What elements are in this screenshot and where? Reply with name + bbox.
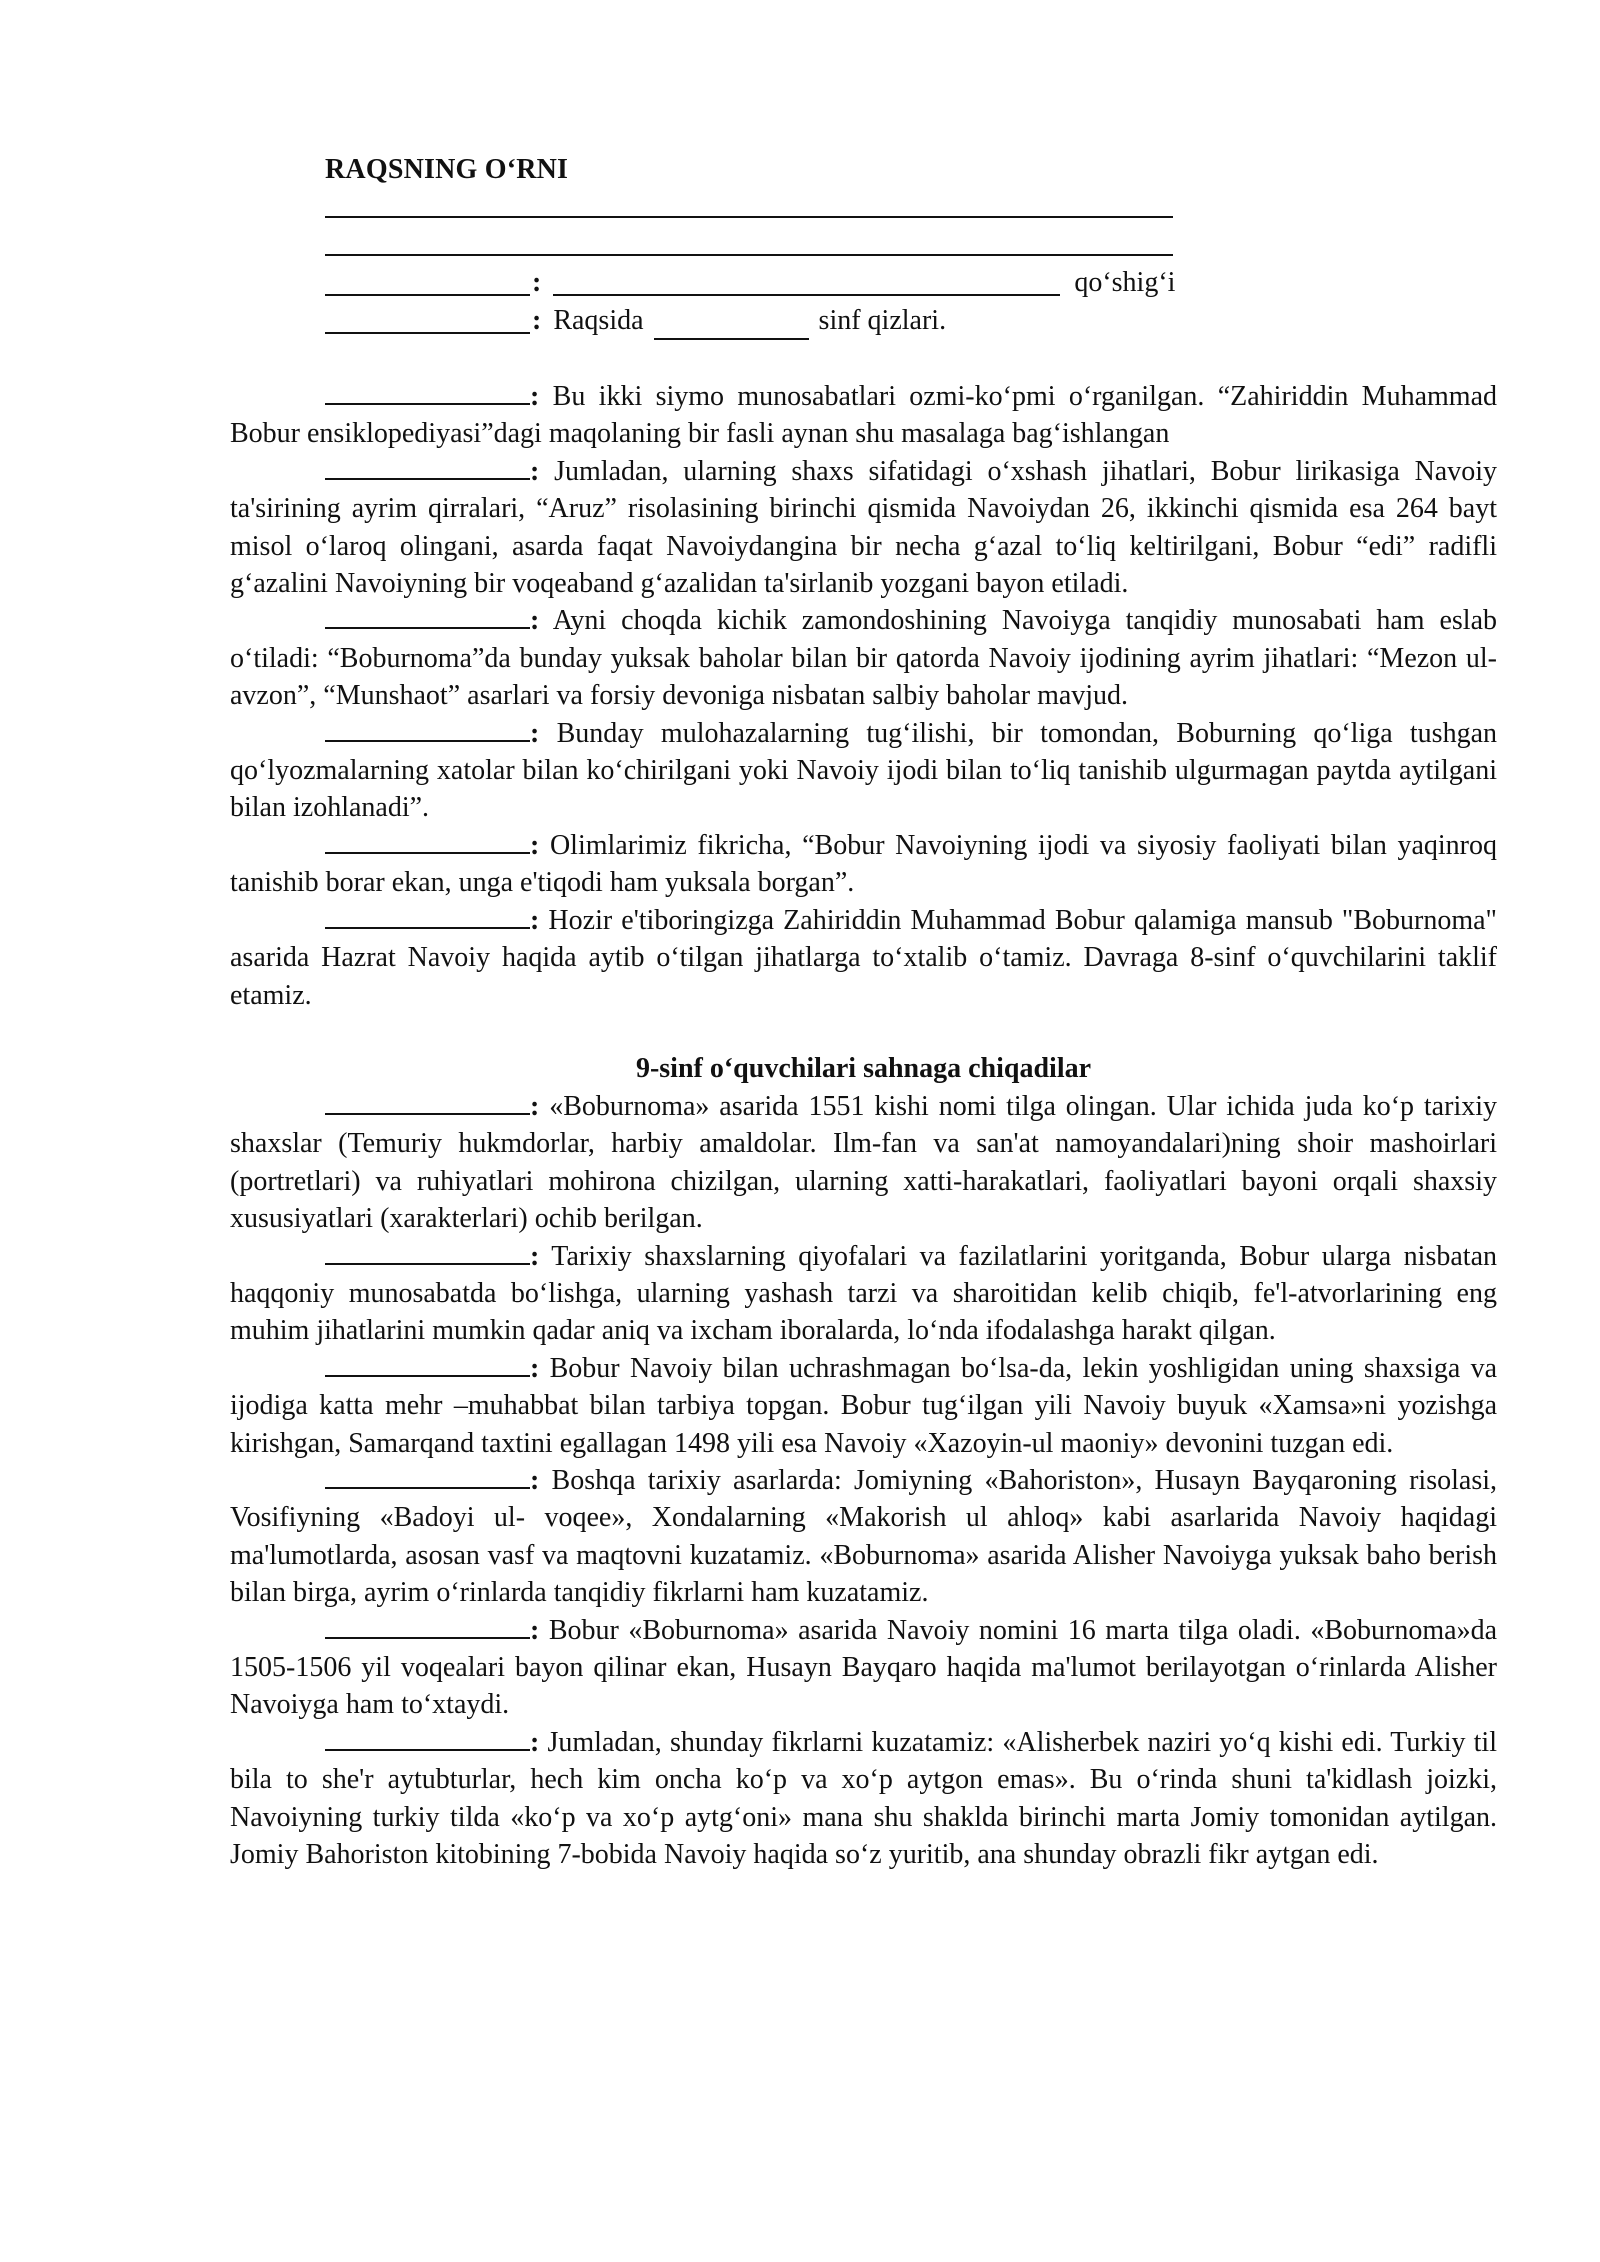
speaker-colon: :: [530, 717, 540, 749]
paragraph-text: Bobur «Boburnoma» asarida Navoiy nomini 16 marta tilga oladi. «Boburnoma»da 1505-1506 yil voqealari bayon qilinar ekan, Husayn Bayqaro haqida ma'lumot berilayotgan o‘rinlarda Alisher Navoiyga ham to‘xtaydi.: [230, 1614, 1497, 1721]
dance-line: [325, 302, 1497, 340]
paragraph: [230, 1238, 1497, 1350]
paragraph: [230, 902, 1497, 1014]
speaker-colon: :: [530, 605, 540, 637]
paragraph-text: Tarixiy shaxslarning qiyofalari va fazilatlarini yoritganda, Bobur ularga nisbatan haqqoniy munosabatda bo‘lishga, ularning yashash tarzi va sharoitidan kelib chiqib, fe'l-atvorlarining eng muhim jihatlarini mumkin qadar aniq va ixcham iboralarda, lo‘nda ifodalashga harakt qilgan.: [230, 1240, 1497, 1347]
class-blank[interactable]: [654, 338, 809, 340]
speaker-colon: :: [530, 1240, 540, 1272]
speaker-blank[interactable]: [325, 1243, 530, 1265]
paragraph: [230, 1462, 1497, 1612]
paragraph: [230, 1724, 1497, 1874]
speaker-blank[interactable]: [325, 832, 530, 854]
paragraph: [230, 378, 1497, 453]
dance-suffix: sinf qizlari.: [818, 305, 947, 336]
paragraph-text: Jumladan, shunday fikrlarni kuzatamiz: «Alisherbek naziri yo‘q kishi edi. Turkiy til bila to she'r aytubturlar, hech kim oncha ko‘p va xo‘p aytgon emas». Bu o‘rinda shuni ta'kidlash joizki, Navoiyning turkiy tilda «ko‘p va xo‘p aytg‘oni» mana shu shaklda birinchi marta Jomiy tomonidan aytilgan. Jomiy Bahoriston kitobining 7-bobida Navoiy haqida so‘z yuritib, ana shunday obrazli fikr aytgan edi.: [230, 1726, 1497, 1871]
speaker-blank[interactable]: [325, 1093, 530, 1115]
speaker-blank[interactable]: [325, 907, 530, 929]
paragraph-text: Olimlarimiz fikricha, “Bobur Navoiyning ijodi va siyosiy faoliyati bilan yaqinroq tanishib borar ekan, unga e'tiqodi ham yuksala borgan”.: [230, 829, 1497, 899]
speaker-colon: :: [530, 1614, 540, 1646]
paragraph-text: Ayni choqda kichik zamondoshining Navoiyga tanqidiy munosabati ham eslab o‘tiladi: “Boburnoma”da bunday yuksak baholar bilan bir qatorda Navoiy ijodining ayrim jihatlari: “Mezon ul-avzon”, “Munshaot” asarlari va forsiy devoniga nisbatan salbiy baholar mavjud.: [230, 605, 1497, 712]
paragraph: [230, 1350, 1497, 1462]
paragraph: [230, 715, 1497, 827]
speaker-colon: :: [530, 1726, 540, 1758]
section-heading: 9-sinf o‘quvchilari sahnaga chiqadilar: [635, 1052, 1092, 1084]
dance-prefix: Raqsida: [553, 305, 644, 336]
intro-paragraphs: [230, 378, 1497, 1014]
section-paragraphs: [230, 1088, 1497, 1874]
speaker-blank[interactable]: [325, 1617, 530, 1639]
speaker-blank[interactable]: [325, 294, 530, 296]
speaker-colon: :: [530, 1352, 540, 1384]
document-page: [230, 150, 1497, 1873]
title-underline-2: [325, 254, 1173, 256]
paragraph: [230, 453, 1497, 603]
speaker-blank[interactable]: [325, 1355, 530, 1377]
speaker-colon: :: [532, 305, 542, 336]
paragraph-text: Jumladan, ularning shaxs sifatidagi o‘xshash jihatlari, Bobur lirikasiga Navoiy ta'sirining ayrim qirralari, “Aruz” risolasining birinchi qismida Navoiydan 26, ikkinchi qismida esa 264 bayt misol o‘laroq olingani, asarda faqat Navoiydangina bir necha g‘azal to‘liq keltirilgani, Bobur “edi” radifli g‘azalini Navoiyning bir voqeaband g‘azalidan ta'sirlanib yozgani bayon etiladi.: [230, 455, 1497, 600]
speaker-blank[interactable]: [325, 332, 530, 334]
speaker-blank[interactable]: [325, 1467, 530, 1489]
paragraph: [230, 1088, 1497, 1238]
paragraph-text: Boshqa tarixiy asarlarda: Jomiyning «Bahoriston», Husayn Bayqaroning risolasi, Vosifiyning «Badoyi ul- voqee», Xondalarning «Makorish ul ahloq» kabi asarlarida Navoiy haqidagi ma'lumotlarda, asosan vasf va maqtovni kuzatamiz. «Boburnoma» asarida Alisher Navoiyga yuksak baho berish bilan birga, ayrim o‘rinlarda tanqidiy fikrlarni ham kuzatamiz.: [230, 1464, 1497, 1609]
speaker-blank[interactable]: [325, 458, 530, 480]
speaker-colon: :: [530, 1090, 540, 1122]
paragraph-text: Bobur Navoiy bilan uchrashmagan bo‘lsa-da, lekin yoshligidan uning shaxsiga va ijodiga katta mehr –muhabbat bilan tarbiya topgan. Bobur tug‘ilgan yili Navoiy buyuk «Xamsa»ni yozishga kirishgan, Samarqand taxtini egallagan 1498 yili esa Navoiy «Xazoyin-ul maoniy» devonini tuzgan edi.: [230, 1352, 1497, 1459]
paragraph-text: Bunday mulohazalarning tug‘ilishi, bir tomondan, Boburning qo‘liga tushgan qo‘lyozmalarning xatolar bilan ko‘chirilgani yoki Navoiy ijodi bilan to‘liq tanishib ulgurmagan paytda aytilgani bilan izohlanadi”.: [230, 717, 1497, 824]
song-suffix: qo‘shig‘i: [1074, 267, 1176, 298]
speaker-colon: :: [530, 455, 540, 487]
speaker-blank[interactable]: [325, 607, 530, 629]
speaker-colon: :: [530, 829, 540, 861]
speaker-blank[interactable]: [325, 383, 530, 405]
paragraph-text: Bu ikki siymo munosabatlari ozmi-ko‘pmi o‘rganilgan. “Zahiriddin Muhammad Bobur ensiklopediyasi”dagi maqolaning bir fasli aynan shu masalaga bag‘ishlangan: [230, 381, 1497, 450]
header-block: [230, 150, 1497, 340]
paragraph: [230, 827, 1497, 902]
speaker-colon: :: [530, 381, 540, 412]
paragraph-text: Hozir e'tiboringizga Zahiriddin Muhammad Bobur qalamiga mansub "Boburnoma" asarida Hazrat Navoiy haqida aytib o‘tilgan jihatlarga to‘xtalib o‘tamiz. Davraga 8-sinf o‘quvchilarini taklif etamiz.: [230, 904, 1497, 1011]
song-line: [325, 264, 1497, 302]
speaker-blank[interactable]: [325, 1729, 530, 1751]
speaker-colon: :: [530, 904, 540, 936]
paragraph: [230, 1612, 1497, 1724]
title-underline-1: [325, 216, 1173, 218]
speaker-colon: :: [530, 1464, 540, 1496]
song-name-blank[interactable]: [553, 294, 1060, 296]
paragraph: [230, 602, 1497, 714]
page-title: RAQSNING O‘RNI: [325, 154, 569, 185]
speaker-blank[interactable]: [325, 720, 530, 742]
paragraph-text: «Boburnoma» asarida 1551 kishi nomi tilga olingan. Ular ichida juda ko‘p tarixiy shaxslar (Temuriy hukmdorlar, harbiy amaldolar. Ilm-fan va san'at namoyandalari)ning shoir mashoirlari (portretlari) va ruhiyatlari mohirona chizilgan, ularning xatti-harakatlari, faoliyatlari bayoni orqali shaxsiy xususiyatlari (xarakterlari) ochib berilgan.: [230, 1090, 1497, 1235]
speaker-colon: :: [532, 267, 542, 298]
